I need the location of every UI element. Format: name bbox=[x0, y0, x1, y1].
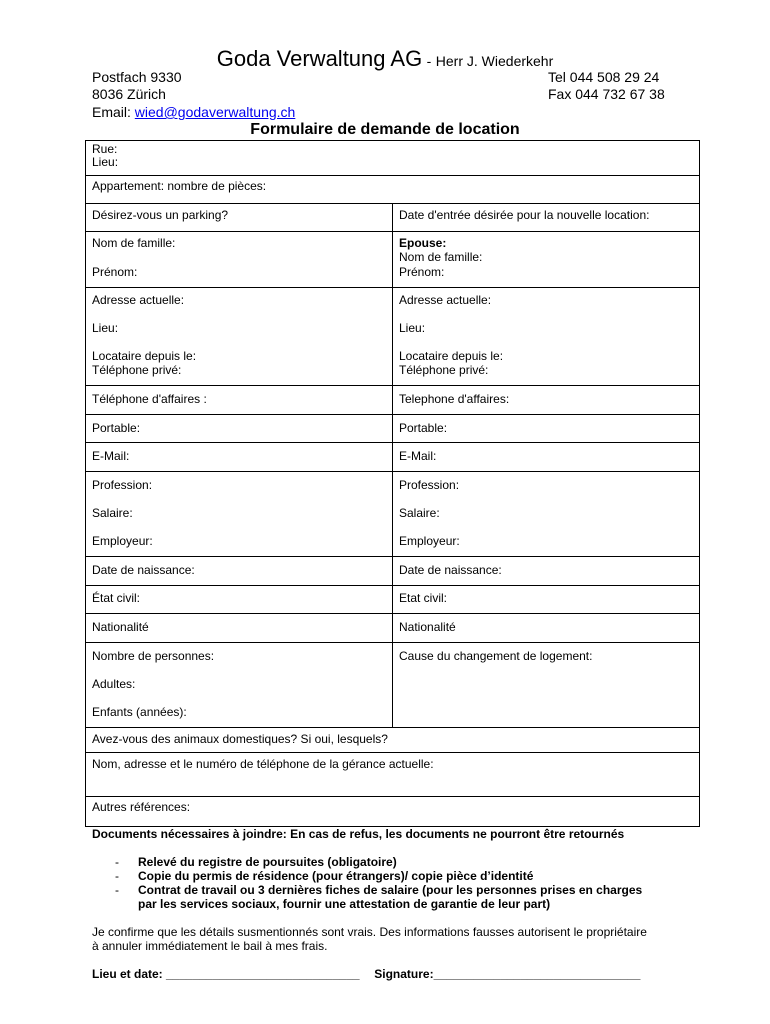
rue-field[interactable]: Rue: bbox=[92, 142, 118, 156]
gerance-field[interactable]: Nom, adresse et le numéro de téléphone de la gérance actuelle: bbox=[92, 757, 434, 771]
adultes-field[interactable]: Adultes: bbox=[92, 677, 136, 691]
form-title: Formulaire de demande de location bbox=[250, 121, 520, 138]
date-entree-field[interactable]: Date d'entrée désirée pour la nouvelle location: bbox=[399, 208, 650, 222]
header-separator: - bbox=[426, 53, 432, 69]
postbox: Postfach 9330 bbox=[92, 69, 182, 85]
parking-field[interactable]: Désirez-vous un parking? bbox=[92, 208, 229, 222]
signature-row bbox=[92, 967, 640, 981]
email-field[interactable]: E-Mail: bbox=[92, 449, 130, 463]
company-name: Goda Verwaltung AG bbox=[216, 46, 423, 71]
cause-field[interactable]: Cause du changement de logement: bbox=[399, 649, 593, 663]
prenom-field[interactable]: Prénom: bbox=[92, 265, 138, 279]
lieu-date-field[interactable]: Lieu et date: _____________________________ bbox=[92, 967, 360, 981]
epouse-nationalite-field[interactable]: Nationalité bbox=[399, 620, 456, 634]
epouse-prenom-field[interactable]: Prénom: bbox=[399, 265, 445, 279]
document-item: Relevé du registre de poursuites (obligatoire) bbox=[138, 855, 397, 869]
telephone: Tel 044 508 29 24 bbox=[548, 69, 660, 85]
bullet-dash: - bbox=[115, 869, 119, 883]
bullet-dash: - bbox=[115, 883, 119, 897]
row-divider bbox=[85, 727, 700, 728]
epouse-naissance-field[interactable]: Date de naissance: bbox=[399, 563, 502, 577]
email-link[interactable]: wied@godaverwaltung.ch bbox=[134, 104, 296, 120]
contact-person: Herr J. Wiederkehr bbox=[435, 53, 554, 69]
locataire-field[interactable]: Locataire depuis le: bbox=[92, 349, 197, 363]
epouse-salaire-field[interactable]: Salaire: bbox=[399, 506, 440, 520]
portable-field[interactable]: Portable: bbox=[92, 421, 141, 435]
bullet-dash: - bbox=[115, 855, 119, 869]
epouse-heading: Epouse: bbox=[399, 236, 447, 250]
epouse-tel-affaires-field[interactable]: Telephone d'affaires: bbox=[399, 392, 510, 406]
confirmation-line-1: Je confirme que les détails susmentionnés sont vrais. Des informations fausses autorisent le propriétaire bbox=[92, 925, 647, 939]
lieu-field[interactable]: Lieu: bbox=[92, 155, 119, 169]
appartement-field[interactable]: Appartement: nombre de pièces: bbox=[92, 179, 267, 193]
etat-civil-field[interactable]: État civil: bbox=[92, 591, 141, 605]
document-item-continuation: par les services sociaux, fournir une attestation de garantie de leur part) bbox=[138, 897, 551, 911]
documents-title: Documents nécessaires à joindre: En cas de refus, les documents ne pourront être retournés bbox=[92, 827, 625, 841]
tel-affaires-field[interactable]: Téléphone d'affaires : bbox=[92, 392, 207, 406]
row-divider bbox=[85, 796, 700, 797]
column-divider bbox=[392, 203, 393, 727]
confirmation-line-2: à annuler immédiatement le bail à mes frais. bbox=[92, 939, 328, 953]
row-divider bbox=[85, 752, 700, 753]
nb-personnes-field[interactable]: Nombre de personnes: bbox=[92, 649, 215, 663]
fax: Fax 044 732 67 38 bbox=[548, 86, 665, 102]
employeur-field[interactable]: Employeur: bbox=[92, 534, 153, 548]
salaire-field[interactable]: Salaire: bbox=[92, 506, 133, 520]
epouse-profession-field[interactable]: Profession: bbox=[399, 478, 460, 492]
epouse-portable-field[interactable]: Portable: bbox=[399, 421, 448, 435]
enfants-field[interactable]: Enfants (années): bbox=[92, 705, 187, 719]
adresse-field[interactable]: Adresse actuelle: bbox=[92, 293, 185, 307]
email-label: Email: bbox=[92, 104, 131, 120]
email-line bbox=[92, 104, 295, 121]
epouse-etat-civil-field[interactable]: Etat civil: bbox=[399, 591, 448, 605]
document-item: Contrat de travail ou 3 dernières fiches de salaire (pour les personnes prises en charges bbox=[138, 883, 643, 897]
city: 8036 Zürich bbox=[92, 86, 166, 102]
nom-field[interactable]: Nom de famille: bbox=[92, 236, 176, 250]
animaux-field[interactable]: Avez-vous des animaux domestiques? Si oui, lesquels? bbox=[92, 732, 388, 746]
epouse-nom-field[interactable]: Nom de famille: bbox=[399, 250, 483, 264]
profession-field[interactable]: Profession: bbox=[92, 478, 153, 492]
adresse-lieu-field[interactable]: Lieu: bbox=[92, 321, 119, 335]
references-field[interactable]: Autres références: bbox=[92, 800, 191, 814]
nationalite-field[interactable]: Nationalité bbox=[92, 620, 149, 634]
epouse-employeur-field[interactable]: Employeur: bbox=[399, 534, 460, 548]
document-item: Copie du permis de résidence (pour étrangers)/ copie pièce d’identité bbox=[138, 869, 534, 883]
epouse-adresse-field[interactable]: Adresse actuelle: bbox=[399, 293, 492, 307]
epouse-locataire-field[interactable]: Locataire depuis le: bbox=[399, 349, 504, 363]
tel-prive-field[interactable]: Téléphone privé: bbox=[92, 363, 182, 377]
epouse-tel-prive-field[interactable]: Téléphone privé: bbox=[399, 363, 489, 377]
naissance-field[interactable]: Date de naissance: bbox=[92, 563, 195, 577]
epouse-email-field[interactable]: E-Mail: bbox=[399, 449, 437, 463]
epouse-lieu-field[interactable]: Lieu: bbox=[399, 321, 426, 335]
row-divider bbox=[85, 175, 700, 176]
signature-field[interactable]: Signature:_______________________________ bbox=[374, 967, 641, 981]
